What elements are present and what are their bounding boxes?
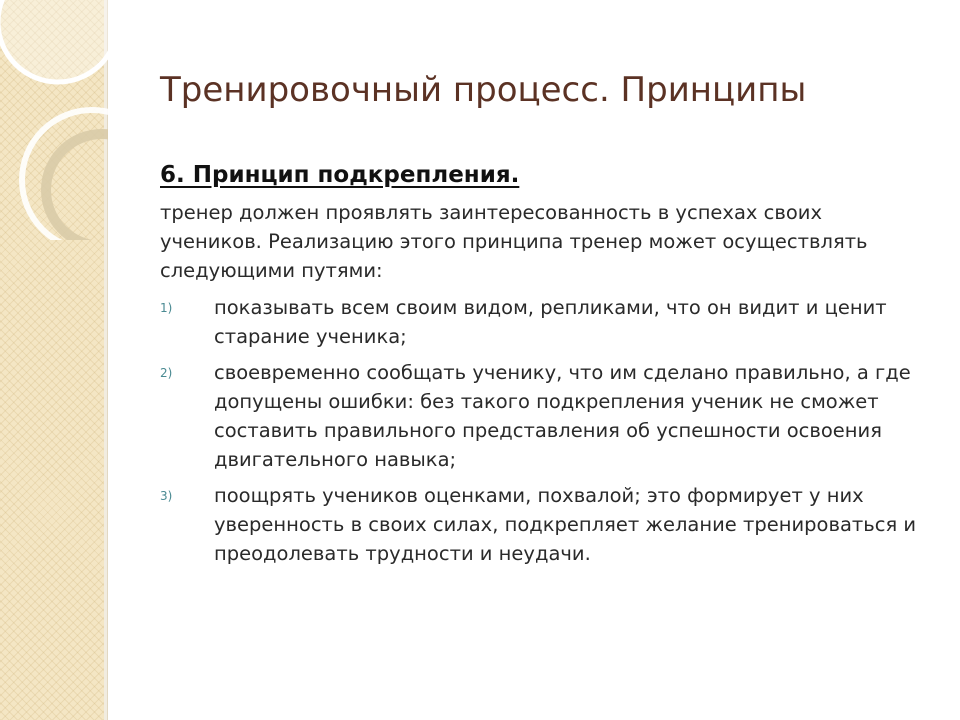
list-item-number: 1) bbox=[160, 301, 173, 315]
decorative-circle-inner bbox=[46, 134, 108, 240]
list-item bbox=[160, 293, 930, 351]
list-item-number: 3) bbox=[160, 489, 173, 503]
principle-intro: тренер должен проявлять заинтересованность в успехах своих учеников. Реализацию этого принципа тренер может осуществлять следующими путями: bbox=[160, 201, 868, 282]
list-item-text: поощрять учеников оценками, похвалой; это формирует у них уверенность в своих силах, подкрепляет желание тренироваться и преодолевать трудности и неудачи. bbox=[214, 484, 917, 565]
list-item-text: своевременно сообщать ученику, что им сделано правильно, а где допущены ошибки: без такого подкрепления ученик не сможет составить правильного представления об успешности освоения двигательного навыка; bbox=[214, 361, 911, 471]
list-item-number: 2) bbox=[160, 366, 173, 380]
slide-title: Тренировочный процесс. Принципы bbox=[160, 70, 807, 110]
list-item-text: показывать всем своим видом, репликами, что он видит и ценит старание ученика; bbox=[214, 296, 887, 348]
list-item bbox=[160, 481, 930, 568]
decorative-circle-top bbox=[0, 0, 108, 82]
list-item bbox=[160, 358, 930, 474]
slide-content bbox=[160, 162, 930, 575]
principle-heading: 6. Принцип подкрепления. bbox=[160, 162, 520, 188]
decorative-circles bbox=[0, 0, 108, 240]
